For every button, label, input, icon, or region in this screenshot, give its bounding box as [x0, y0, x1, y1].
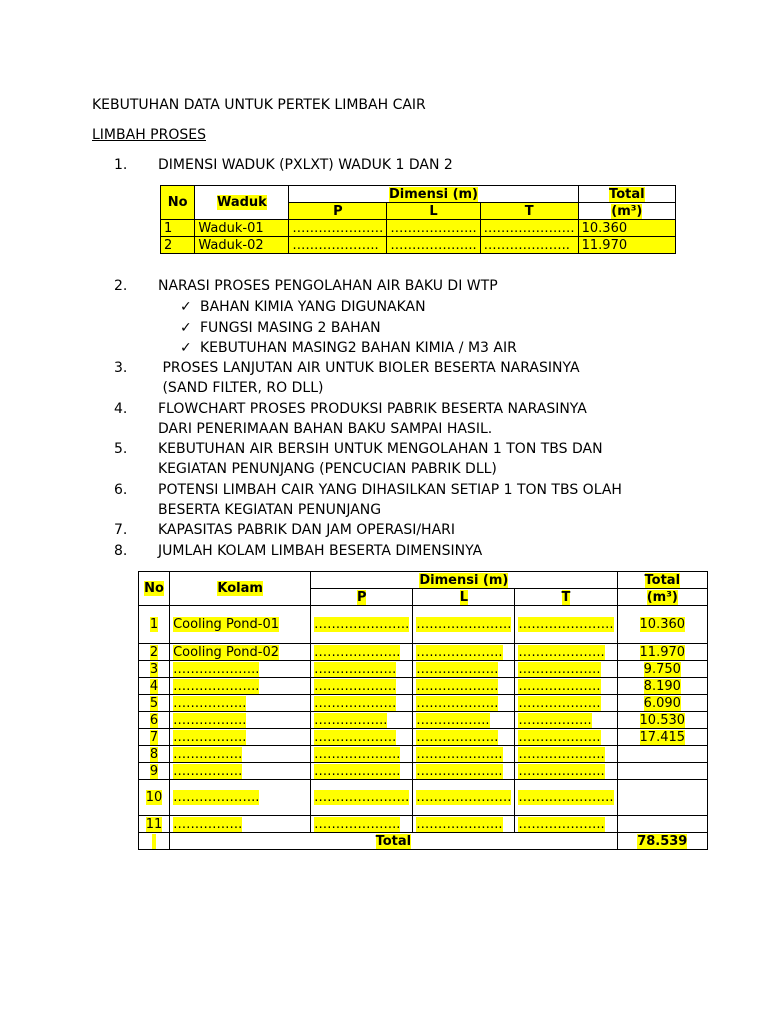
check-item: ✓ BAHAN KIMIA YANG DIGUNAKAN — [180, 299, 426, 315]
item-text: DIMENSI WADUK (PXLXT) WADUK 1 DAN 2 — [158, 157, 453, 173]
document-title: KEBUTUHAN DATA UNTUK PERTEK LIMBAH CAIR — [92, 97, 426, 113]
item-text-continued: BESERTA KEGIATAN PENUNJANG — [158, 502, 382, 518]
table-row: 8 ……………. ……………….. ……………….. ……………….. — [139, 746, 708, 763]
item-text: KAPASITAS PABRIK DAN JAM OPERASI/HARI — [158, 522, 456, 538]
item-text-continued: DARI PENERIMAAN BAHAN BAKU SAMPAI HASIL. — [158, 421, 493, 437]
header-total: Total — [578, 186, 675, 203]
table-row: 9 ……………. ……………….. ……………….. ……………….. — [139, 763, 708, 780]
table-row: 7 …………….. ………………. ………………. ………………. 17.415 — [139, 729, 708, 746]
header-t: T — [480, 203, 578, 220]
total-label: Total — [170, 833, 617, 850]
kolam-table — [138, 571, 708, 850]
table-row: 2 Cooling Pond-02 ……………….. ……………….. ……………….. 11.970 — [139, 644, 708, 661]
table-row: 2 Waduk-02 ……………….. ……………….. ……………….. 11.970 — [161, 237, 676, 254]
table-row: 11 ……………. ……………….. ……………….. ……………….. — [139, 816, 708, 833]
header-unit: (m³) — [578, 203, 675, 220]
item-text: POTENSI LIMBAH CAIR YANG DIHASILKAN SETIAP 1 TON TBS OLAH — [158, 482, 622, 498]
header-name: Kolam — [170, 572, 311, 606]
grand-total: 78.539 — [617, 833, 707, 850]
table-row: 1 Waduk-01 ………………… ……………….. ………………… 10.360 — [161, 220, 676, 237]
item-text: NARASI PROSES PENGOLAHAN AIR BAKU DI WTP — [158, 278, 498, 294]
check-icon: ✓ — [180, 299, 192, 315]
item-number: 2. — [114, 278, 128, 294]
header-no: No — [161, 186, 195, 220]
header-p: P — [311, 589, 413, 606]
item-text: FLOWCHART PROSES PRODUKSI PABRIK BESERTA NARASINYA — [158, 401, 587, 417]
section-title: LIMBAH PROSES — [92, 127, 206, 143]
item-text-continued: KEGIATAN PENUNJANG (PENCUCIAN PABRIK DLL) — [158, 461, 497, 477]
header-l: L — [387, 203, 480, 220]
check-item: ✓ FUNGSI MASING 2 BAHAN — [180, 320, 381, 336]
header-total: Total — [617, 572, 707, 589]
table-row: 5 …………….. ………………. ………………. ………………. 6.090 — [139, 695, 708, 712]
table-row: 1 Cooling Pond-01 …………………. …………………. …………………. 10.360 — [139, 606, 708, 644]
item-text: KEBUTUHAN AIR BERSIH UNTUK MENGOLAHAN 1 TON TBS DAN — [158, 441, 603, 457]
header-t: T — [515, 589, 617, 606]
header-l: L — [413, 589, 515, 606]
table-footer-row — [139, 833, 708, 850]
check-icon: ✓ — [180, 340, 192, 356]
item-number: 6. — [114, 482, 128, 498]
header-unit: (m³) — [617, 589, 707, 606]
check-item: ✓ KEBUTUHAN MASING2 BAHAN KIMIA / M3 AIR — [180, 340, 517, 356]
check-icon: ✓ — [180, 320, 192, 336]
item-number: 1. — [114, 157, 128, 173]
item-number: 7. — [114, 522, 128, 538]
header-name: Waduk — [195, 186, 289, 220]
item-text: PROSES LANJUTAN AIR UNTUK BIOLER BESERTA NARASINYA — [158, 360, 580, 376]
item-number: 4. — [114, 401, 128, 417]
item-text: JUMLAH KOLAM LIMBAH BESERTA DIMENSINYA — [158, 543, 483, 559]
table-row: 4 ……………….. ………………. ………………. ………………. 8.190 — [139, 678, 708, 695]
table-row: 3 ……………….. ………………. ………………. ………………. 9.750 — [139, 661, 708, 678]
header-dimensi: Dimensi (m) — [311, 572, 617, 589]
item-text-continued: (SAND FILTER, RO DLL) — [158, 380, 324, 396]
item-number: 3. — [114, 360, 128, 376]
header-p: P — [289, 203, 387, 220]
table-row: 10 ……………….. …………………. …………………. …………………. — [139, 780, 708, 816]
item-number: 8. — [114, 543, 128, 559]
table-row: 6 …………….. …………….. …………….. …………….. 10.530 — [139, 712, 708, 729]
waduk-table — [160, 185, 676, 254]
header-no: No — [139, 572, 170, 606]
item-number: 5. — [114, 441, 128, 457]
header-dimensi: Dimensi (m) — [289, 186, 578, 203]
